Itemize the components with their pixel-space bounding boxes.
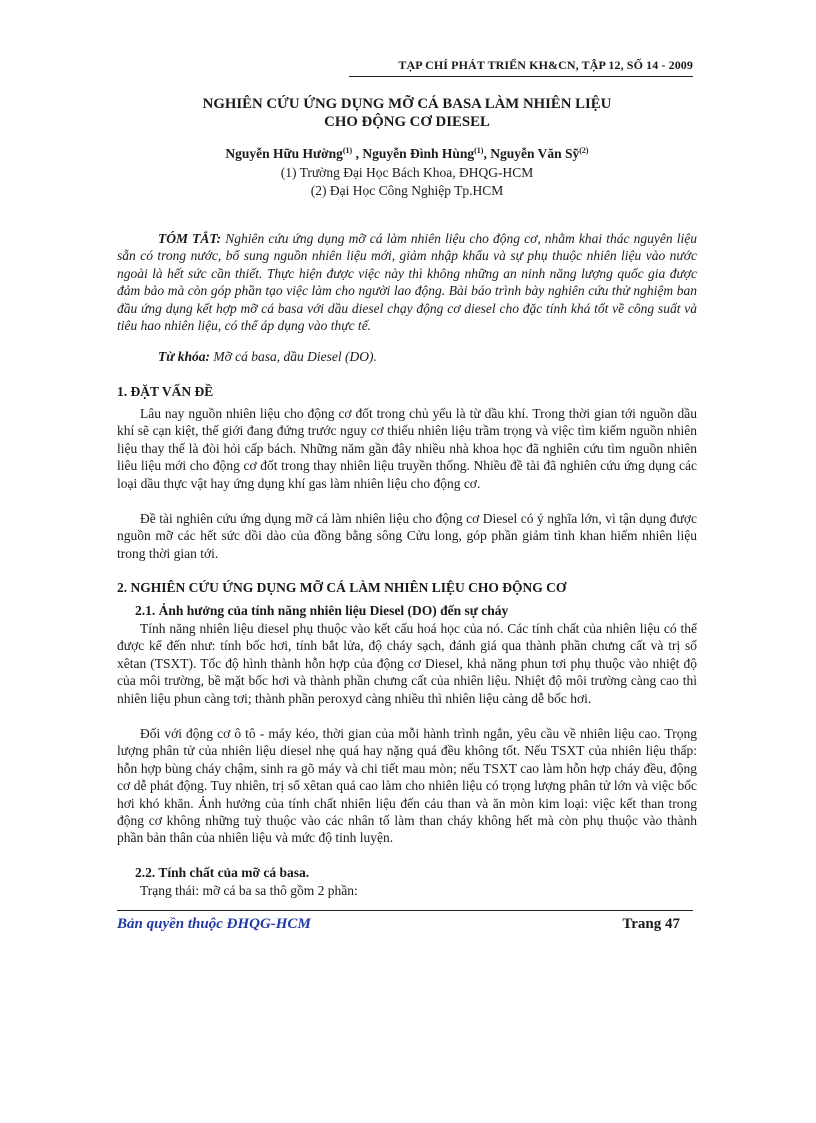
affiliation-2: (2) Đại Học Công Nghiệp Tp.HCM — [310, 183, 504, 198]
abstract-label: TÓM TẮT: — [158, 231, 222, 246]
footer-rule — [117, 910, 693, 911]
subsection-2-1-paragraph: Đối với động cơ ô tô - máy kéo, thời gian của mỗi hành trình ngắn, yêu cầu về nhiên liệu cao. Trọng lượng phân tử của nhiên liệu diesel nhẹ quá hay nặng quá đều không tốt. Nếu TSXT của nhiên liệu thấp: hỗn hợp bùng cháy chậm, sinh ra gõ máy và chi tiết mau mòn; nếu TSXT cao làm hỗn hợp cháy đều, động cơ dễ phát động. Tuy nhiên, trị số xêtan quá cao làm cho nhiên liệu có trọng lượng phân tử lớn và việc bốc hơi khó khăn. Ảnh hưởng của tính chất nhiên liệu đến cáu than và ăn mòn kim loại: việc kết than trong động cơ không những tuỳ thuộc vào các nhân tố làm than cháy không hết mà còn phụ thuộc vào thành phần bản thân của nhiên liệu và mức độ tinh luyện. — [117, 726, 697, 846]
keywords-label: Từ khóa: — [158, 349, 210, 364]
author-name: Nguyễn Hữu Hường — [225, 146, 343, 161]
header-rule — [349, 76, 693, 77]
abstract — [117, 230, 697, 334]
footer-page-number: Trang 47 — [622, 916, 680, 932]
subsection-2-2-paragraph: Trạng thái: mỡ cá ba sa thô gồm 2 phần: — [140, 883, 358, 898]
keywords — [158, 348, 698, 365]
section-1-paragraph: Lâu nay nguồn nhiên liệu cho động cơ đốt trong chủ yếu là từ dầu khí. Trong thời gian tới nguồn dầu khí sẽ cạn kiệt, thế giới đang đứng trước nguy cơ thiếu nhiên liệu trầm trọng và việc tìm kiếm nguồn nhiên liệu thay thế là đòi hỏi cấp bách. Những năm gần đây nhiều nhà khoa học đã nghiên cứu tìm nguồn nhiên liêu liệu mới cho động cơ đốt trong thay nhiên liệu truyền thống. Nhiều đề tài đã nghiên cứu ứng dụng các loại dầu thực vật hay ứng dụng khí gas làm nhiên liệu cho động cơ. — [117, 406, 697, 491]
affiliation-1: (1) Trường Đại Học Bách Khoa, ĐHQG-HCM — [280, 165, 534, 180]
keywords-text: Mỡ cá basa, dầu Diesel (DO). — [209, 349, 377, 364]
subsection-2-1-paragraph: Tính năng nhiên liệu diesel phụ thuộc vào kết cấu hoá học của nó. Các tính chất của nhiên liệu có thể được kể đến như: tính bốc hơi, tính bắt lửa, độ cháy sạch, đánh giá qua thành phần chưng cất và trị số xêtan (TSXT). Tốc độ hình thành hỗn hợp của động cơ Diesel, khả năng phun tơi phụ thuộc vào nhiệt độ của môi trường, bề mặt bốc hơi và thành phần chưng cất của nhiên liệu. Nhiệt độ môi trường càng cao thì nhiên liệu phun càng tơi; thành phần peroxyd càng nhiều thì nhiên liệu càng dễ bốc hơi. — [117, 621, 697, 706]
author-separator: , — [352, 146, 363, 161]
footer-copyright: Bản quyền thuộc ĐHQG-HCM — [117, 916, 311, 932]
running-header: TẠP CHÍ PHÁT TRIỂN KH&CN, TẬP 12, SỐ 14 - 2009 — [398, 58, 693, 72]
subsection-2-1-heading: 2.1. Ảnh hưởng của tính năng nhiên liệu Diesel (DO) đến sự cháy — [135, 603, 509, 618]
author-list — [117, 145, 697, 162]
author-affiliation-mark: (2) — [579, 146, 589, 155]
paper-title — [117, 95, 697, 131]
subsection-2-2-heading: 2.2. Tính chất của mỡ cá basa. — [135, 865, 310, 880]
section-1-paragraph: Đề tài nghiên cứu ứng dụng mỡ cá làm nhiên liệu cho động cơ Diesel có ý nghĩa lớn, vì tận dụng được nguồn mỡ các hết sức dồi dào của đồng bằng sông Cửu long, góp phần giảm tình khan hiếm nhiên liệu trong thời gian tới. — [117, 511, 697, 561]
title-line-2: CHO ĐỘNG CƠ DIESEL — [324, 114, 490, 130]
author-separator: , — [483, 146, 491, 161]
abstract-text: Nghiên cứu ứng dụng mỡ cá làm nhiên liệu cho động cơ, nhằm khai thác nguyên liệu sẵn có trong nước, bổ sung nguồn nhiên liệu mới, giảm nhập khẩu và sự phụ thuộc nhiên liệu vào nước ngoài là hết sức cần thiết. Thực hiện được việc này thì không những an ninh năng lượng quốc gia được đảm bảo mà còn góp phần tạo việc làm cho người lao động. Bài báo trình bày nghiên cứu thử nghiệm ban đầu ứng dụng kết hợp mỡ cá basa với dầu diesel chạy động cơ diesel cho đặc tính khá tốt về công suất và tiêu hao nhiên liệu, có thể áp dụng vào thực tế. — [117, 231, 697, 334]
author-affiliation-mark: (1) — [474, 146, 484, 155]
author-name: Nguyễn Đình Hùng — [362, 146, 475, 161]
author-affiliation-mark: (1) — [342, 146, 353, 155]
section-1-heading: 1. ĐẶT VẤN ĐỀ — [117, 384, 214, 399]
author-name: Nguyễn Văn Sỹ — [490, 146, 580, 161]
section-2-heading: 2. NGHIÊN CỨU ỨNG DỤNG MỠ CÁ LÀM NHIÊN LIỆU CHO ĐỘNG CƠ — [117, 580, 567, 595]
title-line-1: NGHIÊN CỨU ỨNG DỤNG MỠ CÁ BASA LÀM NHIÊN LIỆU — [202, 96, 612, 112]
